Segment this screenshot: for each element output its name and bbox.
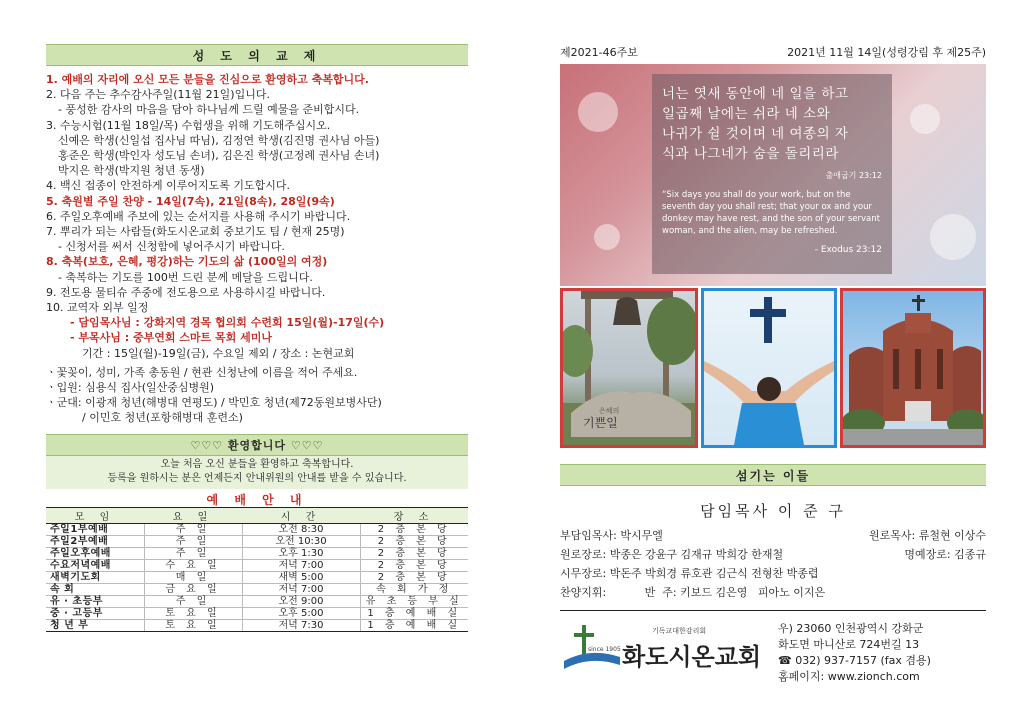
worship-place: 유 초 등 부 실	[360, 595, 468, 607]
address-line-2: 화도면 마니산로 724번길 13	[778, 638, 920, 651]
worship-header-group: 모 임	[46, 507, 144, 523]
honorary-elder: 명예장로: 김종규	[904, 548, 986, 561]
worship-title: 예 배 안 내	[206, 492, 308, 507]
worship-time: 오전 10:30	[242, 535, 360, 547]
table-row	[46, 619, 468, 631]
address-line-1: 우) 23060 인천광역시 강화군	[778, 622, 924, 635]
fellowship-item: 8. 축복(보호, 은혜, 평강)하는 기도의 삶 (100일의 여정)	[46, 255, 328, 269]
church-building-photo	[840, 288, 986, 448]
worship-day: 주 일	[144, 535, 242, 547]
issue-header	[560, 44, 986, 64]
worship-time: 오전 9:00	[242, 595, 360, 607]
worship-group: 청 년 부	[46, 619, 144, 631]
stone-text: 기쁜일	[583, 416, 618, 430]
church-logo-mark	[560, 621, 770, 683]
fellowship-item: - 풍성한 감사의 마음을 담아 하나님께 드릴 예물을 준비합시다.	[58, 103, 360, 117]
worship-day: 수 요 일	[144, 559, 242, 571]
table-row	[46, 535, 468, 547]
worship-place: 1 층 예 배 실	[360, 619, 468, 631]
emeritus-elders: 원로장로: 박종은 강윤구 김재규 박희강 한재철	[560, 548, 784, 561]
cross-figure	[704, 291, 834, 445]
fellowship-item: 1. 예배의 자리에 오신 모든 분들을 진심으로 환영하고 축복합니다.	[46, 73, 369, 86]
verse-english-ref: - Exodus 23:12	[814, 245, 882, 255]
fellowship-item: 7. 뿌리가 되는 사람들(화도시온교회 중보기도 팀 / 현재 25명)	[46, 225, 345, 239]
table-row	[46, 547, 468, 559]
worship-place: 2 층 본 당	[360, 571, 468, 583]
serving-elders: 시무장로: 박돈주 박희경 류호관 김근식 전형찬 박종렵	[560, 567, 819, 580]
verse-korean-line: 나귀가 쉴 것이며 네 여종의 자	[662, 126, 849, 142]
worship-day: 금 요 일	[144, 583, 242, 595]
worship-place: 2 층 본 당	[360, 559, 468, 571]
bokeh-light	[578, 92, 618, 132]
verse-photo	[560, 64, 986, 286]
worship-group: 수요저녁예배	[46, 559, 144, 571]
welcome-section	[46, 434, 468, 489]
verse-english: “Six days you shall do your work, but on the seventh day you shall rest; that your ox and your donkey may have rest, and the son of your servant woman, and the alien, may be refreshed.	[662, 190, 880, 236]
worship-table	[46, 507, 468, 632]
welcome-message	[46, 456, 468, 489]
fellowship-item: - 담임목사님 : 강화지역 경목 협의회 수련회 15일(월)-17일(수)	[70, 316, 385, 330]
worship-day: 주 일	[144, 523, 242, 535]
table-row	[46, 583, 468, 595]
fellowship-item: - 신청서를 써서 신청함에 넣어주시기 바랍니다.	[58, 240, 285, 254]
fellowship-item: 신예은 학생(신일섭 집사님 따님), 김정연 학생(김진명 권사님 아들)	[58, 133, 380, 147]
verse-korean-line: 너는 엿새 동안에 네 일을 하고	[662, 86, 849, 102]
worship-time: 저녁 7:00	[242, 559, 360, 571]
worship-day: 주 일	[144, 547, 242, 559]
fellowship-item: 10. 교역자 외부 일정	[46, 301, 149, 315]
verse-korean-line: 식과 나그네가 숨을 돌리리라	[662, 146, 839, 162]
associate-pastor: 부담임목사: 박시무엘	[560, 529, 663, 542]
worship-place: 속 회 가 정	[360, 583, 468, 595]
bokeh-light	[930, 214, 976, 260]
staff-line	[560, 545, 986, 564]
worship-place: 1 층 예 배 실	[360, 607, 468, 619]
fellowship-item: ㆍ꽃꽂이, 성미, 가족 총동원 / 현관 신청난에 이름을 적어 주세요.	[46, 365, 358, 379]
welcome-title: ♡♡♡ 환영합니다 ♡♡♡	[46, 434, 468, 456]
worship-group: 유 · 초등부	[46, 595, 144, 607]
stone-text-top: 은혜의	[599, 407, 620, 415]
fellowship-item: ㆍ군대: 이광재 청년(해병대 연평도) / 박민호 청년(제72동원보병사단)	[46, 396, 382, 410]
fellowship-item: - 축복하는 기도를 100번 드린 분께 메달을 드립니다.	[58, 270, 313, 284]
worship-group: 새벽기도회	[46, 571, 144, 583]
issue-number: 제2021-46주보	[560, 46, 638, 59]
worship-header-place: 장 소	[360, 507, 468, 523]
emeritus-pastors: 원로목사: 류철현 이상수	[869, 529, 986, 542]
verse-box	[652, 74, 892, 274]
senior-pastor: 담임목사 이 준 구	[700, 502, 846, 520]
choir-info: 찬양지휘: 반 주: 키보드 김은영 피아노 이지은	[560, 586, 826, 599]
fellowship-item: - 부목사님 : 중부연회 스마트 목회 세미나	[70, 331, 272, 345]
worship-day: 주 일	[144, 595, 242, 607]
welcome-line-1: 오늘 처음 오신 분들을 환영하고 축복합니다.	[160, 458, 354, 470]
left-column	[46, 44, 468, 632]
serving-title: 섬기는 이들	[560, 464, 986, 486]
fellowship-item: 6. 주일오후예배 주보에 있는 순서지를 사용해 주시기 바랍니다.	[46, 209, 351, 223]
staff-line	[560, 526, 986, 545]
worship-group: 주일2부예배	[46, 535, 144, 547]
staff-list	[560, 526, 986, 602]
verse-korean-ref: 출애굽기 23:12	[825, 171, 882, 180]
worship-group: 주일1부예배	[46, 523, 144, 535]
fellowship-item: 9. 전도용 물티슈 주중에 전도용으로 사용하시길 바랍니다.	[46, 285, 326, 299]
verse-korean	[662, 84, 882, 164]
issue-date: 2021년 11월 14일(성령강림 후 제25주)	[787, 46, 986, 59]
worship-place: 2 층 본 당	[360, 547, 468, 559]
worship-time: 오후 5:00	[242, 607, 360, 619]
divider	[560, 610, 986, 611]
cross-illustration	[701, 288, 837, 448]
fellowship-title: 성 도 의 교 제	[46, 44, 468, 66]
worship-header-time: 시 간	[242, 507, 360, 523]
fellowship-item: ㆍ입원: 심용식 집사(일산중심병원)	[46, 381, 215, 395]
fellowship-item: / 이민호 청년(포항해병대 훈련소)	[82, 411, 243, 425]
worship-day: 토 요 일	[144, 619, 242, 631]
bokeh-light	[910, 104, 940, 134]
table-row	[46, 571, 468, 583]
worship-group: 주일오후예배	[46, 547, 144, 559]
fellowship-item: 홍준은 학생(박인자 성도님 손녀), 김은진 학생(고정례 권사님 손녀)	[58, 149, 380, 163]
welcome-line-2: 등록을 원하시는 분은 언제든지 안내위원의 안내를 받을 수 있습니다.	[107, 472, 407, 484]
worship-day: 토 요 일	[144, 607, 242, 619]
logo-since: since 1905	[588, 646, 621, 653]
table-row	[46, 559, 468, 571]
church-building	[843, 291, 983, 445]
bell-tower-illustration	[563, 291, 695, 445]
fellowship-item: 5. 축원별 주일 찬양 - 14일(7속), 21일(8속), 28일(9속)	[46, 194, 335, 208]
fellowship-list	[46, 72, 468, 426]
worship-group: 속 회	[46, 583, 144, 595]
worship-place: 2 층 본 당	[360, 535, 468, 547]
church-logo	[560, 621, 770, 683]
fellowship-item: 3. 수능시험(11월 18일/목) 수험생을 위해 기도해주십시오.	[46, 118, 331, 132]
logo-church-name: 화도시온교회	[622, 643, 762, 671]
photo-strip	[560, 288, 986, 448]
phone: ☎ 032) 937-7157 (fax 겸용)	[778, 654, 931, 667]
fellowship-item: 박지은 학생(박지원 청년 동생)	[58, 164, 205, 178]
worship-header-day: 요 일	[144, 507, 242, 523]
church-footer	[560, 621, 986, 685]
church-address	[770, 621, 986, 685]
worship-group: 중 · 고등부	[46, 607, 144, 619]
worship-time: 오후 1:30	[242, 547, 360, 559]
worship-time: 새벽 5:00	[242, 571, 360, 583]
worship-time: 저녁 7:00	[242, 583, 360, 595]
verse-korean-line: 일곱째 날에는 쉬라 네 소와	[662, 106, 831, 122]
logo-denomination: 기독교대한감리회	[652, 627, 707, 635]
worship-place: 2 층 본 당	[360, 523, 468, 535]
bokeh-light	[594, 224, 620, 250]
fellowship-item: 4. 백신 접종이 안전하게 이루어지도록 기도합시다.	[46, 179, 290, 193]
right-column	[560, 44, 986, 685]
bell-tower-photo	[560, 288, 698, 448]
table-row	[46, 523, 468, 535]
worship-day: 매 일	[144, 571, 242, 583]
worship-time: 저녁 7:30	[242, 619, 360, 631]
table-row	[46, 595, 468, 607]
website: 홈페이지: www.zionch.com	[778, 670, 920, 683]
worship-time: 오전 8:30	[242, 523, 360, 535]
fellowship-item: 기간 : 15일(월)-19일(금), 수요일 제외 / 장소 : 논현교회	[82, 346, 355, 360]
fellowship-item: 2. 다음 주는 추수감사주일(11월 21일)입니다.	[46, 88, 270, 102]
table-row	[46, 607, 468, 619]
